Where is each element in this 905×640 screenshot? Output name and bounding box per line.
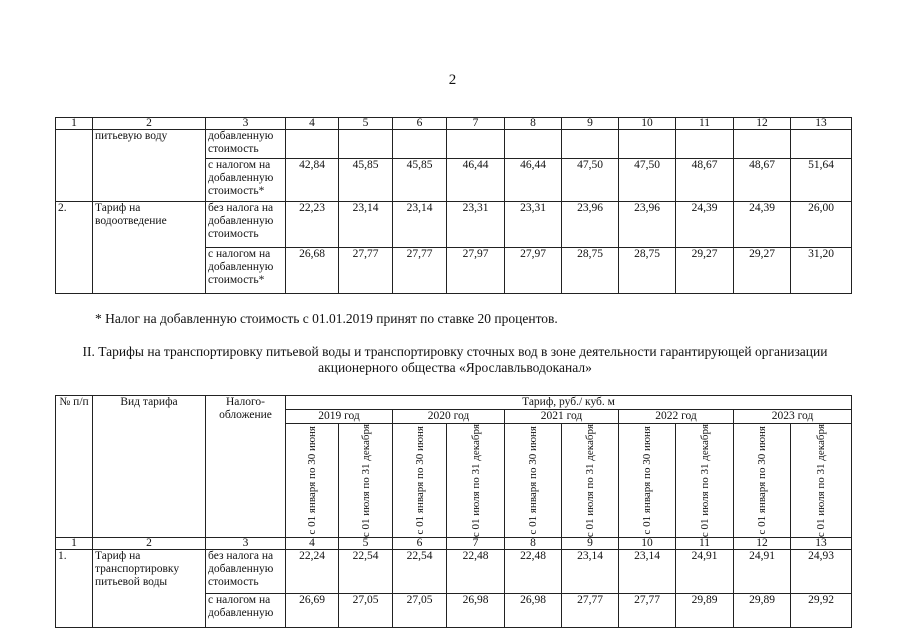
- tariff-value: 26,98: [447, 594, 505, 628]
- tariff-value: [676, 130, 734, 159]
- col-index: 12: [734, 118, 791, 130]
- vat-footnote: * Налог на добавленную стоимость с 01.01.2019 принят по ставке 20 процентов.: [95, 311, 558, 326]
- tariff-value: 24,91: [734, 550, 791, 594]
- year-header: 2019 год: [286, 410, 393, 424]
- tariff-value: [339, 130, 393, 159]
- col-index: 2: [93, 538, 206, 550]
- year-header: 2023 год: [734, 410, 852, 424]
- page-number: 2: [448, 72, 457, 88]
- tariff-value: 27,77: [562, 594, 619, 628]
- tariff-value: 26,00: [791, 202, 852, 248]
- tax-type: с налогом на добавленную стоимость*: [206, 159, 286, 202]
- period-header: с 01 января по 30 июня: [641, 426, 653, 535]
- tariff-value: [791, 130, 852, 159]
- tariff-value: 23,31: [447, 202, 505, 248]
- col-index: 1: [56, 118, 93, 130]
- tariff-name: питьевую воду: [93, 130, 206, 202]
- period-header: с 01 января по 30 июня: [756, 426, 768, 535]
- tariff-value: 31,20: [791, 248, 852, 294]
- tariff-value: [734, 130, 791, 159]
- col-index: 13: [791, 118, 852, 130]
- col-index: 7: [447, 118, 505, 130]
- tariff-value: [562, 130, 619, 159]
- period-header: с 01 июля по 31 декабря: [359, 424, 372, 538]
- table-row: [56, 550, 852, 594]
- tariff-value: 23,96: [562, 202, 619, 248]
- tariff-value: 22,48: [447, 550, 505, 594]
- tax-type: без налога на добавленную стоимость: [206, 550, 286, 594]
- period-header: с 01 июля по 31 декабря: [584, 424, 596, 538]
- tariff-value: 23,14: [619, 550, 676, 594]
- tariff-value: 22,48: [505, 550, 562, 594]
- tariff-value: 29,27: [734, 248, 791, 294]
- tariff-value: 22,54: [339, 550, 393, 594]
- section-title: II. Тарифы на транспортировку питьевой воды и транспортировку сточных вод в зоне деятельности гарантирующей организации акционерного общества «Ярославльводоканал»: [82, 344, 828, 375]
- column-index-row: [56, 118, 852, 130]
- tariff-value: 47,50: [619, 159, 676, 202]
- col-header-tariff-type: Вид тарифа: [93, 396, 206, 538]
- row-number: 1.: [56, 550, 93, 628]
- col-index: 4: [286, 118, 339, 130]
- tariff-value: 26,68: [286, 248, 339, 294]
- tariff-value: 27,97: [505, 248, 562, 294]
- tariff-value: [505, 130, 562, 159]
- col-index: 11: [676, 118, 734, 130]
- tariff-value: 29,27: [676, 248, 734, 294]
- tariff-name: Тариф на водоотведение: [93, 202, 206, 294]
- row-number: [56, 130, 93, 202]
- column-index-row: [56, 538, 852, 550]
- tariff-value: 26,69: [286, 594, 339, 628]
- col-index: 6: [393, 118, 447, 130]
- col-index: 6: [393, 538, 447, 550]
- tariff-value: 23,31: [505, 202, 562, 248]
- tariff-value: 29,89: [676, 594, 734, 628]
- table-row: [56, 130, 852, 159]
- tariff-value: 28,75: [562, 248, 619, 294]
- tariff-value: 42,84: [286, 159, 339, 202]
- year-header: 2022 год: [619, 410, 734, 424]
- tariff-value: 24,93: [791, 550, 852, 594]
- tariff-value: 23,14: [339, 202, 393, 248]
- period-header: с 01 января по 30 июня: [527, 426, 539, 535]
- tariff-value: 27,77: [393, 248, 447, 294]
- tariff-value: [447, 130, 505, 159]
- tariff-value: 22,23: [286, 202, 339, 248]
- tariff-value: 48,67: [734, 159, 791, 202]
- tariff-value: 27,77: [619, 594, 676, 628]
- col-index: 5: [339, 118, 393, 130]
- period-header: с 01 июля по 31 декабря: [815, 424, 828, 538]
- tariff-value: 46,44: [447, 159, 505, 202]
- col-index: 1: [56, 538, 93, 550]
- tariff-name: Тариф на транспортировку питьевой воды: [93, 550, 206, 628]
- col-index: 10: [619, 118, 676, 130]
- tariff-value: 23,96: [619, 202, 676, 248]
- year-header: 2021 год: [505, 410, 619, 424]
- tax-type: добавленную стоимость: [206, 130, 286, 159]
- col-index: 7: [447, 538, 505, 550]
- tariff-value: 24,39: [676, 202, 734, 248]
- tax-type: с налогом на добавленную: [206, 594, 286, 628]
- col-index: 3: [206, 538, 286, 550]
- tariff-unit-header: Тариф, руб./ куб. м: [286, 396, 852, 410]
- tariff-value: 29,89: [734, 594, 791, 628]
- col-header-number: № п/п: [56, 396, 93, 538]
- tariff-value: 45,85: [339, 159, 393, 202]
- tariff-value: 27,77: [339, 248, 393, 294]
- period-header: с 01 июля по 31 декабря: [469, 424, 482, 538]
- tariff-value: 45,85: [393, 159, 447, 202]
- col-index: 5: [339, 538, 393, 550]
- tariff-value: 22,24: [286, 550, 339, 594]
- tariff-value: 24,39: [734, 202, 791, 248]
- tariff-value: 51,64: [791, 159, 852, 202]
- tariff-value: 27,05: [339, 594, 393, 628]
- period-header: с 01 января по 30 июня: [413, 426, 426, 535]
- col-index: 9: [562, 538, 619, 550]
- tariff-value: 27,05: [393, 594, 447, 628]
- col-index: 12: [734, 538, 791, 550]
- tariff-value: 47,50: [562, 159, 619, 202]
- row-number: 2.: [56, 202, 93, 294]
- col-index: 13: [791, 538, 852, 550]
- tariff-value: 27,97: [447, 248, 505, 294]
- tariff-value: 29,92: [791, 594, 852, 628]
- transport-tariff-table: [55, 395, 852, 628]
- period-header: с 01 июля по 31 декабря: [698, 424, 711, 538]
- tariff-value: 46,44: [505, 159, 562, 202]
- tariff-value: 28,75: [619, 248, 676, 294]
- tariff-value: 22,54: [393, 550, 447, 594]
- table-row: [56, 202, 852, 248]
- year-header: 2020 год: [393, 410, 505, 424]
- col-index: 8: [505, 118, 562, 130]
- tariff-table-continued: [55, 117, 852, 294]
- col-index: 2: [93, 118, 206, 130]
- col-index: 10: [619, 538, 676, 550]
- tariff-value: [619, 130, 676, 159]
- tariff-value: 23,14: [562, 550, 619, 594]
- tariff-value: [286, 130, 339, 159]
- col-header-taxation: Налого-обложение: [206, 396, 286, 538]
- col-index: 3: [206, 118, 286, 130]
- col-index: 9: [562, 118, 619, 130]
- tariff-value: 23,14: [393, 202, 447, 248]
- col-index: 11: [676, 538, 734, 550]
- tariff-value: 26,98: [505, 594, 562, 628]
- period-header: с 01 января по 30 июня: [306, 426, 318, 535]
- tariff-value: 24,91: [676, 550, 734, 594]
- col-index: 8: [505, 538, 562, 550]
- col-index: 4: [286, 538, 339, 550]
- tax-type: с налогом на добавленную стоимость*: [206, 248, 286, 294]
- tariff-value: [393, 130, 447, 159]
- tariff-value: 48,67: [676, 159, 734, 202]
- tax-type: без налога на добавленную стоимость: [206, 202, 286, 248]
